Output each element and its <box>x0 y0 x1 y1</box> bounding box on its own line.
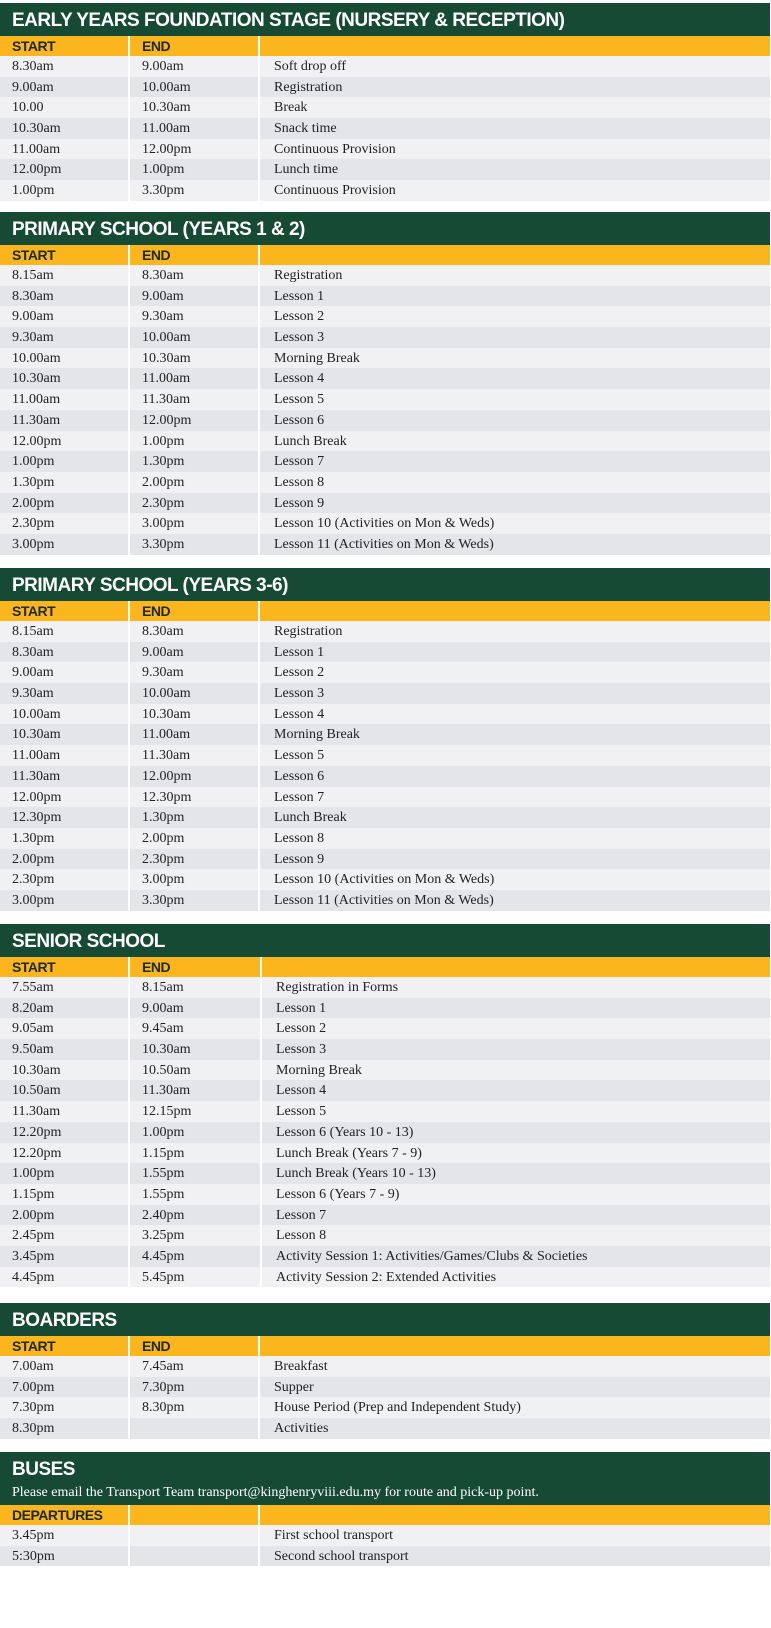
activity: Activity Session 2: Extended Activities <box>260 1267 770 1288</box>
start-time: 11.00am <box>12 141 61 157</box>
activity: Lesson 4 <box>258 368 770 389</box>
table-row <box>0 1060 770 1081</box>
table-row <box>0 286 770 307</box>
start-header: START <box>12 603 56 619</box>
activity: Lesson 7 <box>258 451 770 472</box>
activity: Lesson 8 <box>258 472 770 493</box>
start-header: DEPARTURES <box>12 1507 103 1523</box>
table-row <box>0 828 770 849</box>
end-time: 3.25pm <box>128 1225 260 1246</box>
buses-header-row <box>0 1505 770 1525</box>
activity: Lunch time <box>258 159 770 180</box>
table-row <box>0 472 770 493</box>
activity: Registration <box>258 265 770 286</box>
table-row <box>0 1525 770 1546</box>
start-time: 1.15pm <box>12 1186 55 1202</box>
start-time: 9.30am <box>12 686 54 702</box>
end-header: END <box>128 1336 258 1356</box>
end-time: 3.30pm <box>128 180 258 201</box>
end-time: 9.00am <box>128 642 258 663</box>
start-time: 3.45pm <box>12 1528 55 1543</box>
table-row <box>0 1101 770 1122</box>
buses-title: BUSES <box>0 1452 770 1485</box>
table-row <box>0 1163 770 1184</box>
activity: Lesson 5 <box>258 745 770 766</box>
end-header: END <box>128 601 258 621</box>
end-header: END <box>128 245 258 265</box>
end-time: 2.30pm <box>128 849 258 870</box>
end-time: 11.00am <box>128 368 258 389</box>
start-time: 5:30pm <box>12 1548 55 1564</box>
end-time: 10.00am <box>128 77 258 98</box>
senior-school-section <box>0 924 770 1287</box>
start-time: 1.00pm <box>12 183 55 199</box>
table-row <box>0 159 770 180</box>
end-time: 2.00pm <box>128 828 258 849</box>
activity-header <box>258 1505 770 1525</box>
start-time: 9.00am <box>12 665 54 681</box>
end-time: 1.15pm <box>128 1143 260 1164</box>
early-years-section <box>0 3 770 201</box>
start-time: 7.00am <box>12 1359 54 1374</box>
activity: Lesson 9 <box>258 493 770 514</box>
activity: Lesson 6 (Years 7 - 9) <box>260 1184 770 1205</box>
start-time: 11.30am <box>12 1104 61 1120</box>
start-time: 10.00am <box>12 350 61 366</box>
table-row <box>0 704 770 725</box>
start-time: 3.00pm <box>12 892 55 908</box>
table-row <box>0 389 770 410</box>
activity: Lesson 11 (Activities on Mon & Weds) <box>258 890 770 911</box>
boarders-section <box>0 1303 770 1439</box>
end-header: END <box>128 36 258 56</box>
activity: Lunch Break <box>258 431 770 452</box>
activity: Continuous Provision <box>258 139 770 160</box>
start-time: 7.30pm <box>12 1400 55 1416</box>
activity: Morning Break <box>258 724 770 745</box>
activity: Lunch Break (Years 7 - 9) <box>260 1143 770 1164</box>
activity: Snack time <box>258 118 770 139</box>
activity: Activity Session 1: Activities/Games/Clubs & Societies <box>260 1246 770 1267</box>
end-header <box>128 1505 258 1525</box>
end-time: 9.45am <box>128 1018 260 1039</box>
table-row <box>0 766 770 787</box>
end-time: 3.00pm <box>128 869 258 890</box>
buses-section <box>0 1452 770 1566</box>
start-time: 11.00am <box>12 748 61 764</box>
table-row <box>0 849 770 870</box>
table-row <box>0 998 770 1019</box>
start-time: 7.00pm <box>12 1379 55 1395</box>
activity-header <box>258 601 770 621</box>
end-time: 9.00am <box>128 998 260 1019</box>
primary-years-3-6-title: PRIMARY SCHOOL (YEARS 3-6) <box>0 568 770 601</box>
start-time: 10.50am <box>12 1083 61 1099</box>
end-time: 11.00am <box>128 724 258 745</box>
senior-school-header-row <box>0 957 770 977</box>
activity: Lesson 7 <box>258 787 770 808</box>
activity-header <box>258 245 770 265</box>
table-row <box>0 118 770 139</box>
table-row <box>0 662 770 683</box>
start-time: 1.00pm <box>12 454 55 470</box>
start-time: 9.05am <box>12 1021 54 1037</box>
table-row <box>0 869 770 890</box>
table-row <box>0 1122 770 1143</box>
table-row <box>0 1143 770 1164</box>
end-time: 12.30pm <box>128 787 258 808</box>
start-time: 8.30am <box>12 644 54 660</box>
end-time <box>128 1418 258 1439</box>
activity: Lesson 10 (Activities on Mon & Weds) <box>258 869 770 890</box>
start-time: 2.30pm <box>12 872 55 888</box>
end-time: 8.30am <box>128 265 258 286</box>
activity: Lesson 3 <box>258 327 770 348</box>
activity: Lesson 8 <box>258 828 770 849</box>
start-time: 12.00pm <box>12 433 62 449</box>
end-time: 8.15am <box>128 977 260 998</box>
start-time: 12.20pm <box>12 1145 62 1161</box>
activity: Continuous Provision <box>258 180 770 201</box>
senior-school-title: SENIOR SCHOOL <box>0 924 770 957</box>
activity: Lesson 7 <box>260 1205 770 1226</box>
end-time: 9.30am <box>128 306 258 327</box>
end-time: 9.30am <box>128 662 258 683</box>
table-row <box>0 56 770 77</box>
end-time: 3.30pm <box>128 890 258 911</box>
table-row <box>0 327 770 348</box>
table-row <box>0 724 770 745</box>
table-row <box>0 534 770 555</box>
start-time: 9.30am <box>12 330 54 346</box>
activity-header <box>258 36 770 56</box>
end-time: 1.55pm <box>128 1184 260 1205</box>
table-row <box>0 1039 770 1060</box>
primary-years-1-2-section <box>0 212 770 555</box>
table-row <box>0 745 770 766</box>
start-time: 8.30am <box>12 288 54 304</box>
end-time: 3.30pm <box>128 534 258 555</box>
table-row <box>0 807 770 828</box>
activity: Breakfast <box>258 1356 770 1377</box>
end-time: 2.00pm <box>128 472 258 493</box>
end-time: 11.30am <box>128 745 258 766</box>
activity: Lesson 2 <box>258 306 770 327</box>
table-row <box>0 1418 770 1439</box>
end-time <box>128 1546 258 1567</box>
activity: Lesson 10 (Activities on Mon & Weds) <box>258 513 770 534</box>
table-row <box>0 180 770 201</box>
start-time: 10.30am <box>12 371 61 387</box>
start-time: 3.45pm <box>12 1248 55 1264</box>
table-row <box>0 410 770 431</box>
start-time: 2.00pm <box>12 1207 55 1223</box>
boarders-title: BOARDERS <box>0 1303 770 1336</box>
start-time: 12.30pm <box>12 810 62 826</box>
end-time: 2.40pm <box>128 1205 260 1226</box>
activity: Lunch Break <box>258 807 770 828</box>
table-row <box>0 1377 770 1398</box>
activity: Lesson 8 <box>260 1225 770 1246</box>
end-time: 5.45pm <box>128 1267 260 1288</box>
end-header: END <box>128 957 260 977</box>
table-row <box>0 139 770 160</box>
table-row <box>0 683 770 704</box>
table-row <box>0 1246 770 1267</box>
end-time: 10.50am <box>128 1060 260 1081</box>
primary-years-1-2-title: PRIMARY SCHOOL (YEARS 1 & 2) <box>0 212 770 245</box>
end-time: 2.30pm <box>128 493 258 514</box>
start-time: 10.00am <box>12 706 61 722</box>
table-row <box>0 513 770 534</box>
activity: Lunch Break (Years 10 - 13) <box>260 1163 770 1184</box>
start-time: 11.00am <box>12 392 61 408</box>
start-header: START <box>12 959 56 975</box>
table-row <box>0 890 770 911</box>
table-row <box>0 1267 770 1288</box>
end-time: 1.00pm <box>128 159 258 180</box>
end-time: 9.00am <box>128 56 258 77</box>
start-time: 9.00am <box>12 79 54 95</box>
activity: Lesson 6 (Years 10 - 13) <box>260 1122 770 1143</box>
activity: Lesson 5 <box>258 389 770 410</box>
table-row <box>0 642 770 663</box>
end-time: 11.30am <box>128 1080 260 1101</box>
start-time: 12.00pm <box>12 789 62 805</box>
start-time: 8.20am <box>12 1000 54 1016</box>
table-row <box>0 1205 770 1226</box>
activity: Activities <box>258 1418 770 1439</box>
start-time: 1.30pm <box>12 830 55 846</box>
activity: Lesson 11 (Activities on Mon & Weds) <box>258 534 770 555</box>
start-time: 9.50am <box>12 1042 54 1058</box>
activity: Second school transport <box>258 1546 770 1567</box>
end-time <box>128 1525 258 1546</box>
activity: Lesson 3 <box>260 1039 770 1060</box>
activity: Lesson 3 <box>258 683 770 704</box>
table-row <box>0 1225 770 1246</box>
primary-years-3-6-header-row <box>0 601 770 621</box>
activity: Lesson 1 <box>258 642 770 663</box>
table-row <box>0 97 770 118</box>
activity: Registration <box>258 77 770 98</box>
activity: Morning Break <box>260 1060 770 1081</box>
table-row <box>0 1356 770 1377</box>
end-time: 4.45pm <box>128 1246 260 1267</box>
table-row <box>0 621 770 642</box>
table-row <box>0 451 770 472</box>
activity: House Period (Prep and Independent Study) <box>258 1397 770 1418</box>
table-row <box>0 1080 770 1101</box>
activity: First school transport <box>258 1525 770 1546</box>
start-time: 10.30am <box>12 121 61 137</box>
end-time: 10.30am <box>128 348 258 369</box>
start-header: START <box>12 38 56 54</box>
table-row <box>0 431 770 452</box>
activity: Lesson 6 <box>258 410 770 431</box>
start-time: 2.30pm <box>12 516 55 532</box>
end-time: 10.30am <box>128 97 258 118</box>
activity: Lesson 1 <box>258 286 770 307</box>
end-time: 1.30pm <box>128 451 258 472</box>
table-row <box>0 348 770 369</box>
start-time: 8.15am <box>12 268 54 283</box>
end-time: 7.45am <box>128 1356 258 1377</box>
end-time: 7.30pm <box>128 1377 258 1398</box>
activity: Registration in Forms <box>260 977 770 998</box>
end-time: 11.00am <box>128 118 258 139</box>
start-time: 11.30am <box>12 768 61 784</box>
start-time: 10.00 <box>12 100 44 116</box>
end-time: 9.00am <box>128 286 258 307</box>
end-time: 10.30am <box>128 704 258 725</box>
start-time: 2.00pm <box>12 495 55 511</box>
primary-years-3-6-section <box>0 568 770 911</box>
activity: Lesson 6 <box>258 766 770 787</box>
start-time: 8.30pm <box>12 1421 55 1437</box>
activity: Lesson 4 <box>260 1080 770 1101</box>
start-time: 2.00pm <box>12 851 55 867</box>
activity: Morning Break <box>258 348 770 369</box>
table-row <box>0 787 770 808</box>
start-time: 7.55am <box>12 980 54 995</box>
start-time: 1.30pm <box>12 474 55 490</box>
end-time: 10.30am <box>128 1039 260 1060</box>
end-time: 1.30pm <box>128 807 258 828</box>
table-row <box>0 77 770 98</box>
activity: Supper <box>258 1377 770 1398</box>
activity-header <box>260 957 770 977</box>
table-row <box>0 265 770 286</box>
end-time: 8.30pm <box>128 1397 258 1418</box>
end-time: 3.00pm <box>128 513 258 534</box>
early-years-header-row <box>0 36 770 56</box>
end-time: 10.00am <box>128 683 258 704</box>
activity-header <box>258 1336 770 1356</box>
table-row <box>0 977 770 998</box>
table-row <box>0 306 770 327</box>
start-time: 1.00pm <box>12 1166 55 1182</box>
start-time: 4.45pm <box>12 1269 55 1285</box>
start-time: 11.30am <box>12 412 61 428</box>
end-time: 1.00pm <box>128 1122 260 1143</box>
boarders-header-row <box>0 1336 770 1356</box>
start-time: 3.00pm <box>12 536 55 552</box>
end-time: 12.00pm <box>128 139 258 160</box>
start-time: 12.20pm <box>12 1124 62 1140</box>
start-header: START <box>12 1338 56 1354</box>
activity: Soft drop off <box>258 56 770 77</box>
table-row <box>0 493 770 514</box>
table-row <box>0 1018 770 1039</box>
end-time: 12.00pm <box>128 766 258 787</box>
start-time: 8.30am <box>12 59 54 74</box>
activity: Lesson 2 <box>258 662 770 683</box>
end-time: 1.00pm <box>128 431 258 452</box>
early-years-title: EARLY YEARS FOUNDATION STAGE (NURSERY & RECEPTION) <box>0 3 770 36</box>
activity: Break <box>258 97 770 118</box>
start-header: START <box>12 247 56 263</box>
start-time: 8.15am <box>12 624 54 639</box>
table-row <box>0 1546 770 1567</box>
end-time: 10.00am <box>128 327 258 348</box>
start-time: 9.00am <box>12 309 54 325</box>
activity: Lesson 5 <box>260 1101 770 1122</box>
primary-years-1-2-header-row <box>0 245 770 265</box>
start-time: 10.30am <box>12 727 61 743</box>
start-time: 12.00pm <box>12 162 62 178</box>
activity: Lesson 9 <box>258 849 770 870</box>
end-time: 1.55pm <box>128 1163 260 1184</box>
table-row <box>0 368 770 389</box>
end-time: 12.15pm <box>128 1101 260 1122</box>
activity: Lesson 2 <box>260 1018 770 1039</box>
activity: Lesson 1 <box>260 998 770 1019</box>
table-row <box>0 1184 770 1205</box>
table-row <box>0 1397 770 1418</box>
end-time: 8.30am <box>128 621 258 642</box>
start-time: 10.30am <box>12 1062 61 1078</box>
end-time: 11.30am <box>128 389 258 410</box>
buses-note: Please email the Transport Team transport@kinghenryviii.edu.my for route and pick-up point. <box>0 1485 770 1505</box>
activity: Lesson 4 <box>258 704 770 725</box>
start-time: 2.45pm <box>12 1228 55 1244</box>
activity: Registration <box>258 621 770 642</box>
end-time: 12.00pm <box>128 410 258 431</box>
